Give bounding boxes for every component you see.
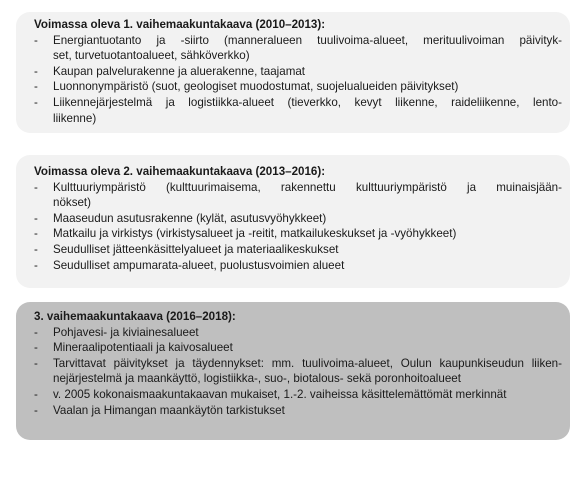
list-item-line: nejärjestelmä ja maankäyttö, logistiikka-, suo-, biotalous- sekä poronhoitoalueet [53, 372, 461, 386]
section-title-phase-3: 3. vaihemaakuntakaava (2016–2018): [34, 310, 236, 323]
section-box-phase-2 [16, 155, 570, 288]
list-bullet: - [34, 180, 38, 194]
section-title-phase-1: Voimassa oleva 1. vaihemaakuntakaava (2010–2013): [34, 18, 326, 31]
list-item-line: Tarvittavat päivitykset ja täydennykset: mm. tuulivoima-alueet, Oulun kaupunkiseudun liiken- [53, 356, 562, 370]
list-bullet: - [34, 356, 38, 370]
list-bullet: - [34, 387, 38, 401]
list-item-line: Maaseudun asutusrakenne (kylät, asutusvyöhykkeet) [53, 211, 327, 225]
list-item-line: Pohjavesi- ja kiviainesalueet [53, 325, 199, 339]
list-item-line: Vaalan ja Himangan maankäytön tarkistukset [53, 403, 285, 417]
list-item-line: Liikennejärjestelmä ja logistiikka-alueet (tieverkko, kevyt liikenne, raideliikenne, lento- [53, 95, 562, 109]
list-item [34, 64, 562, 80]
list-bullet: - [34, 33, 38, 47]
list-item [34, 325, 562, 341]
list-item [34, 33, 562, 64]
list-bullet: - [34, 242, 38, 256]
list-item-line: v. 2005 kokonaismaakuntakaavan mukaiset, 1.-2. vaiheissa käsittelemättömät merkinnät [53, 387, 507, 401]
list-bullet: - [34, 325, 38, 339]
list-item-line: Luonnonympäristö (suot, geologiset muodostumat, suojelualueiden päivitykset) [53, 80, 459, 94]
list-bullet: - [34, 341, 38, 355]
list-bullet: - [34, 95, 38, 109]
section-box-phase-3 [16, 302, 570, 440]
section-title-phase-2: Voimassa oleva 2. vaihemaakuntakaava (2013–2016): [34, 165, 326, 178]
list-item-line: nökset) [53, 196, 92, 210]
list-item-line: set, turvetuotantoalueet, sähköverkko) [53, 49, 250, 63]
section-list-phase-3 [34, 325, 562, 419]
list-item [34, 258, 562, 274]
list-bullet: - [34, 227, 38, 241]
list-bullet: - [34, 403, 38, 417]
list-bullet: - [34, 258, 38, 272]
list-item-line: Matkailu ja virkistys (virkistysalueet ja -reitit, matkailukeskukset ja -vyöhykkeet) [53, 227, 457, 241]
list-item-line: Kaupan palvelurakenne ja aluerakenne, taajamat [53, 64, 306, 78]
list-item [34, 356, 562, 387]
list-item [34, 226, 562, 242]
list-bullet: - [34, 211, 38, 225]
list-item [34, 403, 562, 419]
list-item [34, 387, 562, 403]
section-list-phase-1 [34, 33, 562, 127]
section-list-phase-2 [34, 180, 562, 274]
list-bullet: - [34, 80, 38, 94]
list-item-line: Energiantuotanto ja -siirto (manneralueen tuulivoima-alueet, merituulivoiman päivityk- [53, 33, 562, 47]
list-item [34, 340, 562, 356]
list-item-line: Seudulliset jätteenkäsittelyalueet ja materiaalikeskukset [53, 242, 339, 256]
list-item-line: liikenne) [53, 111, 97, 125]
list-bullet: - [34, 64, 38, 78]
list-item [34, 180, 562, 211]
section-box-phase-1 [16, 12, 570, 133]
list-item-line: Kulttuuriympäristö (kulttuurimaisema, rakennettu kulttuuriympäristö ja muinaisjään- [53, 180, 562, 194]
list-item [34, 242, 562, 258]
list-item-line: Seudulliset ampumarata-alueet, puolustusvoimien alueet [53, 258, 345, 272]
list-item [34, 79, 562, 95]
list-item [34, 95, 562, 126]
list-item [34, 211, 562, 227]
list-item-line: Mineraalipotentiaali ja kaivosalueet [53, 341, 233, 355]
